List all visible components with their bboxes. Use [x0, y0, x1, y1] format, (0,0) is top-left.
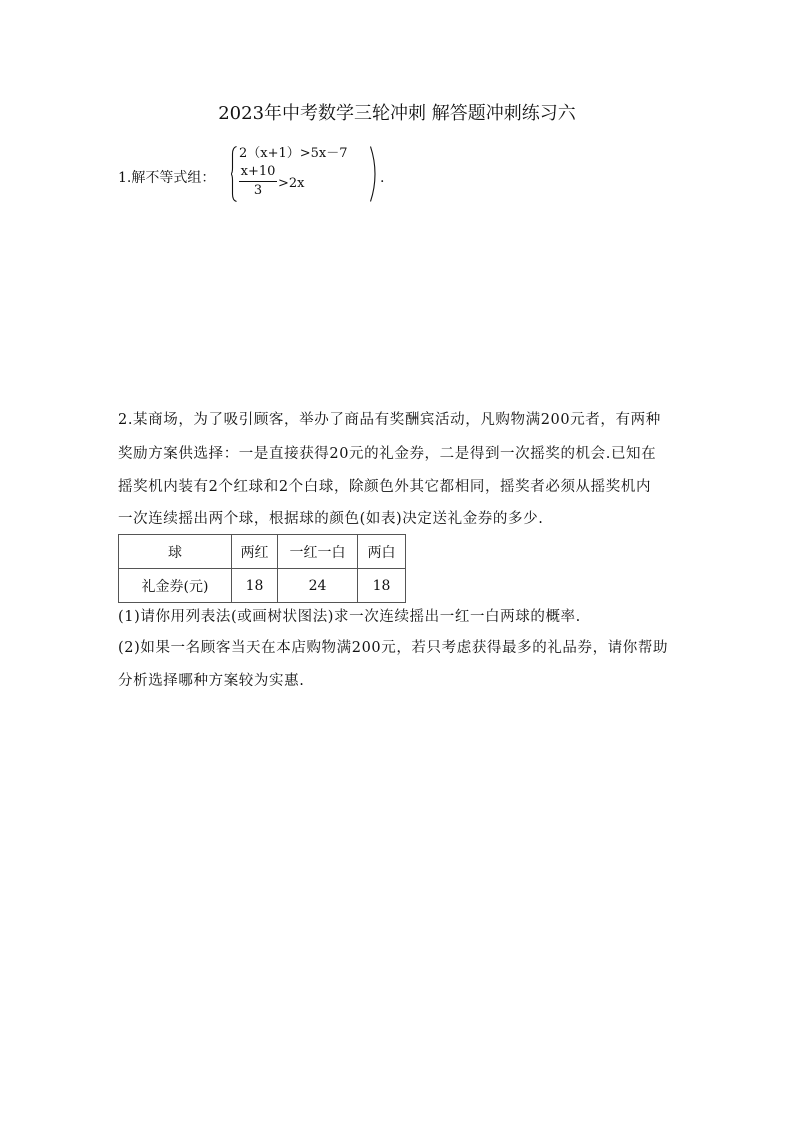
question-2-part-2-line-2: 分析选择哪种方案较为实惠. [118, 673, 305, 689]
right-paren-icon [370, 146, 376, 202]
table-cell: 礼金券(元) [119, 569, 232, 603]
question-1 [118, 142, 518, 208]
question-1-period: . [380, 170, 385, 186]
table-cell: 24 [278, 569, 358, 603]
table-cell: 18 [358, 569, 406, 603]
question-2-line-2: 奖励方案供选择：一是直接获得20元的礼金券，二是得到一次摇奖的机会.已知在 [118, 446, 657, 462]
table-cell: 球 [119, 535, 232, 569]
table-cell: 一红一白 [278, 535, 358, 569]
page-title: 2023年中考数学三轮冲刺 解答题冲刺练习六 [218, 103, 576, 124]
question-2-line-1: 2.某商场，为了吸引顾客，举办了商品有奖酬宾活动，凡购物满200元者，有两种 [118, 412, 661, 428]
prize-table [118, 534, 406, 603]
table-row [119, 569, 406, 603]
question-2-part-2-line-1: (2)如果一名顾客当天在本店购物满200元，若只考虑获得最多的礼品券，请你帮助 [118, 640, 669, 656]
question-2-line-4: 一次连续摇出两个球，根据球的颜色(如表)决定送礼金券的多少. [118, 511, 544, 527]
table-header-row [119, 535, 406, 569]
inequality-1: 2（x+1）>5x－7 [239, 146, 348, 161]
fraction-numerator: x+10 [240, 164, 276, 179]
fraction-denominator: 3 [253, 183, 263, 198]
question-1-label: 1.解不等式组： [118, 170, 216, 186]
table-cell: 两白 [358, 535, 406, 569]
inequality-2-fraction [239, 164, 277, 199]
table-cell: 两红 [232, 535, 278, 569]
question-2-part-1: (1)请你用列表法(或画树状图法)求一次连续摇出一红一白两球的概率. [118, 609, 581, 625]
question-2-line-3: 摇奖机内装有2个红球和2个白球，除颜色外其它都相同，摇奖者必须从摇奖机内 [118, 479, 652, 495]
left-brace-icon [231, 146, 237, 202]
inequality-2-rhs: >2x [278, 176, 305, 191]
table-cell: 18 [232, 569, 278, 603]
fraction-bar [239, 181, 277, 182]
